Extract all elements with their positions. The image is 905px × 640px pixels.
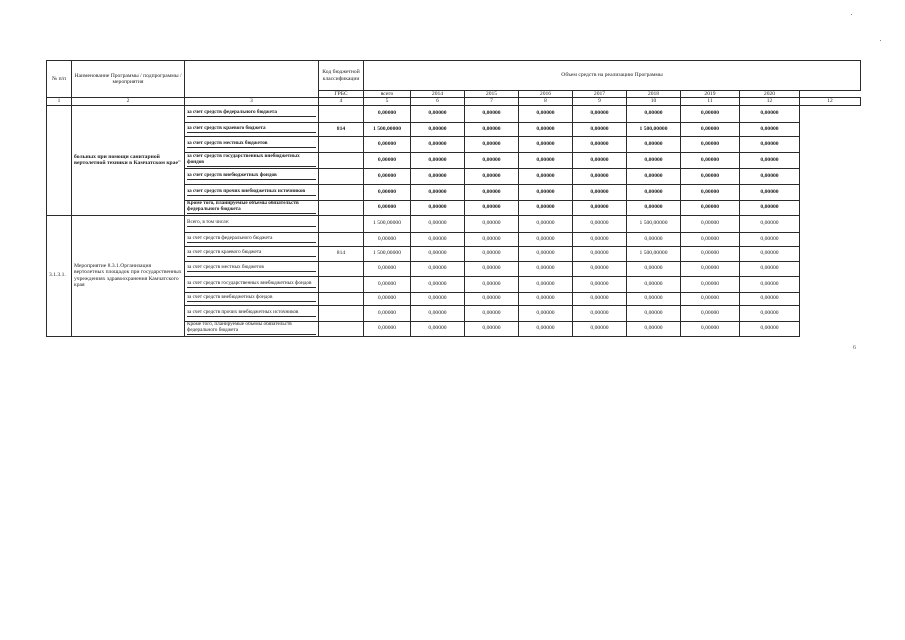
- header-year: 2018: [627, 91, 681, 98]
- year-value-cell: 0,00000: [411, 292, 465, 305]
- year-value-cell: 0,00000: [740, 261, 800, 276]
- year-value-cell: 0,00000: [519, 136, 573, 152]
- grbs-code-cell: [319, 305, 364, 321]
- year-value-cell: 0,00000: [519, 246, 573, 261]
- funding-source-cell: [185, 321, 319, 336]
- year-value-cell: 0,00000: [465, 105, 519, 122]
- year-value-cell: 0,00000: [465, 136, 519, 152]
- year-value-cell: 0,00000: [411, 105, 465, 122]
- funding-source-label: Всего, в том числе:: [187, 220, 316, 227]
- header-row-number: № п/п: [47, 61, 72, 98]
- grbs-code-cell: [319, 152, 364, 168]
- year-value-cell: 0,00000: [740, 215, 800, 232]
- total-value-cell: 0,00000: [364, 261, 411, 276]
- funding-source-cell: [185, 232, 319, 246]
- year-value-cell: 1 500,00000: [627, 122, 681, 136]
- year-value-cell: 0,00000: [740, 136, 800, 152]
- year-value-cell: 0,00000: [627, 105, 681, 122]
- column-number: 10: [627, 98, 681, 105]
- total-value-cell: 0,00000: [364, 276, 411, 292]
- total-value-cell: 0,00000: [364, 200, 411, 215]
- year-value-cell: 0,00000: [627, 321, 681, 336]
- total-value-cell: 0,00000: [364, 168, 411, 184]
- year-value-cell: 0,00000: [573, 184, 627, 200]
- funding-source-label: за счет средств внебюджетных фондов: [187, 295, 316, 302]
- grbs-code-cell: [319, 232, 364, 246]
- column-number-row: [47, 98, 861, 105]
- funding-source-label: за счет средств федерального бюджета: [187, 236, 316, 243]
- year-value-cell: 0,00000: [681, 305, 740, 321]
- funding-source-label: за счет средств местных бюджетов: [187, 265, 316, 272]
- year-value-cell: 0,00000: [411, 232, 465, 246]
- column-number: 5: [364, 98, 411, 105]
- year-value-cell: 0,00000: [465, 152, 519, 168]
- header-blank: [185, 61, 319, 98]
- year-value-cell: 0,00000: [519, 168, 573, 184]
- grbs-code-cell: [319, 215, 364, 232]
- year-value-cell: 0,00000: [627, 305, 681, 321]
- program-name-cell: Мероприятие 8.3.1.Организация вертолетных площадок при государственных учреждениях здравоохранения Камчатского края: [72, 215, 185, 336]
- column-number: 9: [573, 98, 627, 105]
- funding-source-label: за счет средств государственных внебюджетных фондов: [187, 154, 316, 167]
- funding-source-cell: [185, 184, 319, 200]
- column-number: 7: [465, 98, 519, 105]
- year-value-cell: 0,00000: [681, 292, 740, 305]
- header-year: 2014: [411, 91, 465, 98]
- year-value-cell: 0,00000: [573, 152, 627, 168]
- year-value-cell: 0,00000: [411, 184, 465, 200]
- year-value-cell: 0,00000: [411, 215, 465, 232]
- funding-source-cell: [185, 261, 319, 276]
- year-value-cell: 0,00000: [465, 261, 519, 276]
- funding-source-cell: [185, 168, 319, 184]
- grbs-code-cell: [319, 200, 364, 215]
- total-value-cell: 1 500,00000: [364, 246, 411, 261]
- year-value-cell: 0,00000: [465, 246, 519, 261]
- header-year: 2019: [681, 91, 740, 98]
- header-year: 2016: [519, 91, 573, 98]
- year-value-cell: 0,00000: [627, 232, 681, 246]
- year-value-cell: 0,00000: [740, 305, 800, 321]
- funding-source-cell: [185, 200, 319, 215]
- total-value-cell: 0,00000: [364, 292, 411, 305]
- year-value-cell: 0,00000: [519, 261, 573, 276]
- block-helicopter-transport: [47, 105, 861, 215]
- funding-source-cell: [185, 136, 319, 152]
- year-value-cell: 0,00000: [519, 321, 573, 336]
- year-value-cell: 0,00000: [573, 292, 627, 305]
- year-value-cell: 0,00000: [681, 246, 740, 261]
- year-value-cell: 0,00000: [573, 276, 627, 292]
- year-value-cell: 0,00000: [411, 305, 465, 321]
- year-value-cell: 0,00000: [627, 276, 681, 292]
- year-value-cell: 0,00000: [519, 305, 573, 321]
- year-value-cell: 0,00000: [465, 184, 519, 200]
- year-value-cell: 0,00000: [681, 276, 740, 292]
- year-value-cell: 0,00000: [573, 232, 627, 246]
- header-year: 2015: [465, 91, 519, 98]
- column-number: 2: [72, 98, 185, 105]
- year-value-cell: 0,00000: [573, 321, 627, 336]
- year-value-cell: 0,00000: [681, 152, 740, 168]
- funding-source-cell: [185, 105, 319, 122]
- year-value-cell: 0,00000: [740, 105, 800, 122]
- year-value-cell: 0,00000: [465, 232, 519, 246]
- header-total: всего: [364, 91, 411, 98]
- year-value-cell: 0,00000: [627, 200, 681, 215]
- total-value-cell: 0,00000: [364, 184, 411, 200]
- column-number: 11: [681, 98, 740, 105]
- year-value-cell: 1 500,00000: [627, 246, 681, 261]
- year-value-cell: 0,00000: [740, 122, 800, 136]
- block-heliport-organization: [47, 215, 861, 336]
- year-value-cell: 0,00000: [627, 168, 681, 184]
- row-number-cell: [47, 105, 72, 215]
- year-value-cell: 0,00000: [519, 152, 573, 168]
- year-value-cell: 0,00000: [573, 122, 627, 136]
- year-value-cell: 0,00000: [740, 246, 800, 261]
- year-value-cell: 0,00000: [627, 292, 681, 305]
- total-value-cell: 0,00000: [364, 152, 411, 168]
- funding-source-cell: [185, 292, 319, 305]
- budget-table-sheet: [46, 60, 861, 337]
- column-number: 6: [411, 98, 465, 105]
- header-grbs: ГРБС: [319, 91, 364, 98]
- header-year: 2017: [573, 91, 627, 98]
- funding-source-label: Кроме того, планируемые объемы обязательств федерального бюджета: [187, 322, 316, 335]
- year-value-cell: 0,00000: [519, 292, 573, 305]
- header-budget-code: Код бюджетной классификации: [319, 61, 364, 91]
- funding-source-label: за счет средств государственных внебюджетных фондов: [187, 281, 316, 288]
- funding-source-label: за счет средств местных бюджетов: [187, 141, 316, 148]
- grbs-code-cell: [319, 184, 364, 200]
- funding-source-label: за счет средств внебюджетных фондов: [187, 173, 316, 180]
- grbs-code-cell: 814: [319, 246, 364, 261]
- funding-source-cell: [185, 276, 319, 292]
- year-value-cell: 0,00000: [465, 292, 519, 305]
- year-value-cell: 0,00000: [627, 261, 681, 276]
- funding-source-label: за счет средств прочих внебюджетных источников: [187, 189, 316, 196]
- year-value-cell: 0,00000: [465, 122, 519, 136]
- year-value-cell: 0,00000: [681, 321, 740, 336]
- table-row: [47, 105, 861, 122]
- grbs-code-cell: [319, 168, 364, 184]
- year-value-cell: 0,00000: [681, 168, 740, 184]
- page-number: 6: [853, 345, 856, 351]
- header-year: 2020: [740, 91, 800, 98]
- program-name-cell: больных при помощи санитарной вертолетной техники в Камчатском крае": [72, 105, 185, 215]
- year-value-cell: 0,00000: [681, 215, 740, 232]
- year-value-cell: 0,00000: [465, 215, 519, 232]
- total-value-cell: 0,00000: [364, 136, 411, 152]
- year-value-cell: 0,00000: [740, 152, 800, 168]
- year-value-cell: 0,00000: [411, 246, 465, 261]
- year-value-cell: 0,00000: [627, 184, 681, 200]
- header-funding-volume: Объем средств на реализацию Программы: [364, 61, 861, 91]
- year-value-cell: 0,00000: [573, 136, 627, 152]
- column-number: 1: [47, 98, 72, 105]
- total-value-cell: 0,00000: [364, 305, 411, 321]
- year-value-cell: 0,00000: [740, 276, 800, 292]
- program-funding-table: [46, 60, 861, 337]
- funding-source-label: за счет средств краевого бюджета: [187, 126, 316, 133]
- year-value-cell: 0,00000: [740, 168, 800, 184]
- year-value-cell: 0,00000: [465, 276, 519, 292]
- year-value-cell: 0,00000: [411, 321, 465, 336]
- funding-source-cell: [185, 152, 319, 168]
- year-value-cell: 0,00000: [740, 321, 800, 336]
- year-value-cell: 0,00000: [519, 105, 573, 122]
- column-number: 12: [800, 98, 861, 105]
- year-value-cell: 0,00000: [519, 232, 573, 246]
- header-program-name: Наименование Программы / подпрограммы / мероприятия: [72, 61, 185, 98]
- year-value-cell: 0,00000: [681, 184, 740, 200]
- grbs-code-cell: [319, 105, 364, 122]
- year-value-cell: 0,00000: [681, 105, 740, 122]
- year-value-cell: 0,00000: [627, 152, 681, 168]
- year-value-cell: 0,00000: [681, 200, 740, 215]
- year-value-cell: 0,00000: [519, 215, 573, 232]
- year-value-cell: 0,00000: [573, 261, 627, 276]
- grbs-code-cell: [319, 136, 364, 152]
- funding-source-cell: [185, 246, 319, 261]
- scan-speck: [851, 14, 852, 15]
- column-number: 3: [185, 98, 319, 105]
- year-value-cell: 0,00000: [465, 200, 519, 215]
- funding-source-label: за счет средств федерального бюджета: [187, 110, 316, 117]
- year-value-cell: 0,00000: [740, 200, 800, 215]
- funding-source-label: за счет средств прочих внебюджетных источников: [187, 310, 316, 317]
- year-value-cell: 0,00000: [411, 122, 465, 136]
- year-value-cell: 0,00000: [573, 105, 627, 122]
- row-number-cell: 3.1.3.1.: [47, 215, 72, 336]
- year-value-cell: 0,00000: [573, 305, 627, 321]
- year-value-cell: 0,00000: [740, 232, 800, 246]
- total-value-cell: 0,00000: [364, 321, 411, 336]
- funding-source-label: Кроме того, планируемые объемы обязательств федерального бюджета: [187, 201, 316, 214]
- year-value-cell: 0,00000: [681, 232, 740, 246]
- grbs-code-cell: [319, 276, 364, 292]
- column-number: 12: [740, 98, 800, 105]
- grbs-code-cell: [319, 321, 364, 336]
- grbs-code-cell: [319, 261, 364, 276]
- year-value-cell: 0,00000: [573, 200, 627, 215]
- year-value-cell: 0,00000: [411, 152, 465, 168]
- column-number: 8: [519, 98, 573, 105]
- table-row: [47, 215, 861, 232]
- year-value-cell: 0,00000: [573, 246, 627, 261]
- year-value-cell: 0,00000: [411, 261, 465, 276]
- year-value-cell: 0,00000: [740, 184, 800, 200]
- grbs-code-cell: [319, 292, 364, 305]
- table-header-row: [47, 61, 861, 91]
- year-value-cell: 0,00000: [411, 200, 465, 215]
- year-value-cell: 0,00000: [411, 276, 465, 292]
- year-value-cell: 0,00000: [681, 261, 740, 276]
- year-value-cell: 0,00000: [681, 136, 740, 152]
- year-value-cell: 0,00000: [465, 321, 519, 336]
- year-value-cell: 0,00000: [519, 122, 573, 136]
- scan-speck: [880, 40, 881, 41]
- funding-source-label: за счет средств краевого бюджета: [187, 250, 316, 257]
- total-value-cell: 1 500,00000: [364, 215, 411, 232]
- year-value-cell: 0,00000: [573, 168, 627, 184]
- year-value-cell: 0,00000: [519, 200, 573, 215]
- year-value-cell: 0,00000: [740, 292, 800, 305]
- year-value-cell: 0,00000: [519, 184, 573, 200]
- funding-source-cell: [185, 215, 319, 232]
- year-value-cell: 0,00000: [411, 168, 465, 184]
- year-value-cell: 0,00000: [411, 136, 465, 152]
- year-value-cell: 0,00000: [627, 136, 681, 152]
- funding-source-cell: [185, 122, 319, 136]
- total-value-cell: 1 500,00000: [364, 122, 411, 136]
- year-value-cell: 0,00000: [681, 122, 740, 136]
- year-value-cell: 0,00000: [465, 168, 519, 184]
- total-value-cell: 0,00000: [364, 232, 411, 246]
- total-value-cell: 0,00000: [364, 105, 411, 122]
- grbs-code-cell: 814: [319, 122, 364, 136]
- column-number: 4: [319, 98, 364, 105]
- year-value-cell: 0,00000: [519, 276, 573, 292]
- year-value-cell: 0,00000: [573, 215, 627, 232]
- funding-source-cell: [185, 305, 319, 321]
- year-value-cell: 1 500,00000: [627, 215, 681, 232]
- year-value-cell: 0,00000: [465, 305, 519, 321]
